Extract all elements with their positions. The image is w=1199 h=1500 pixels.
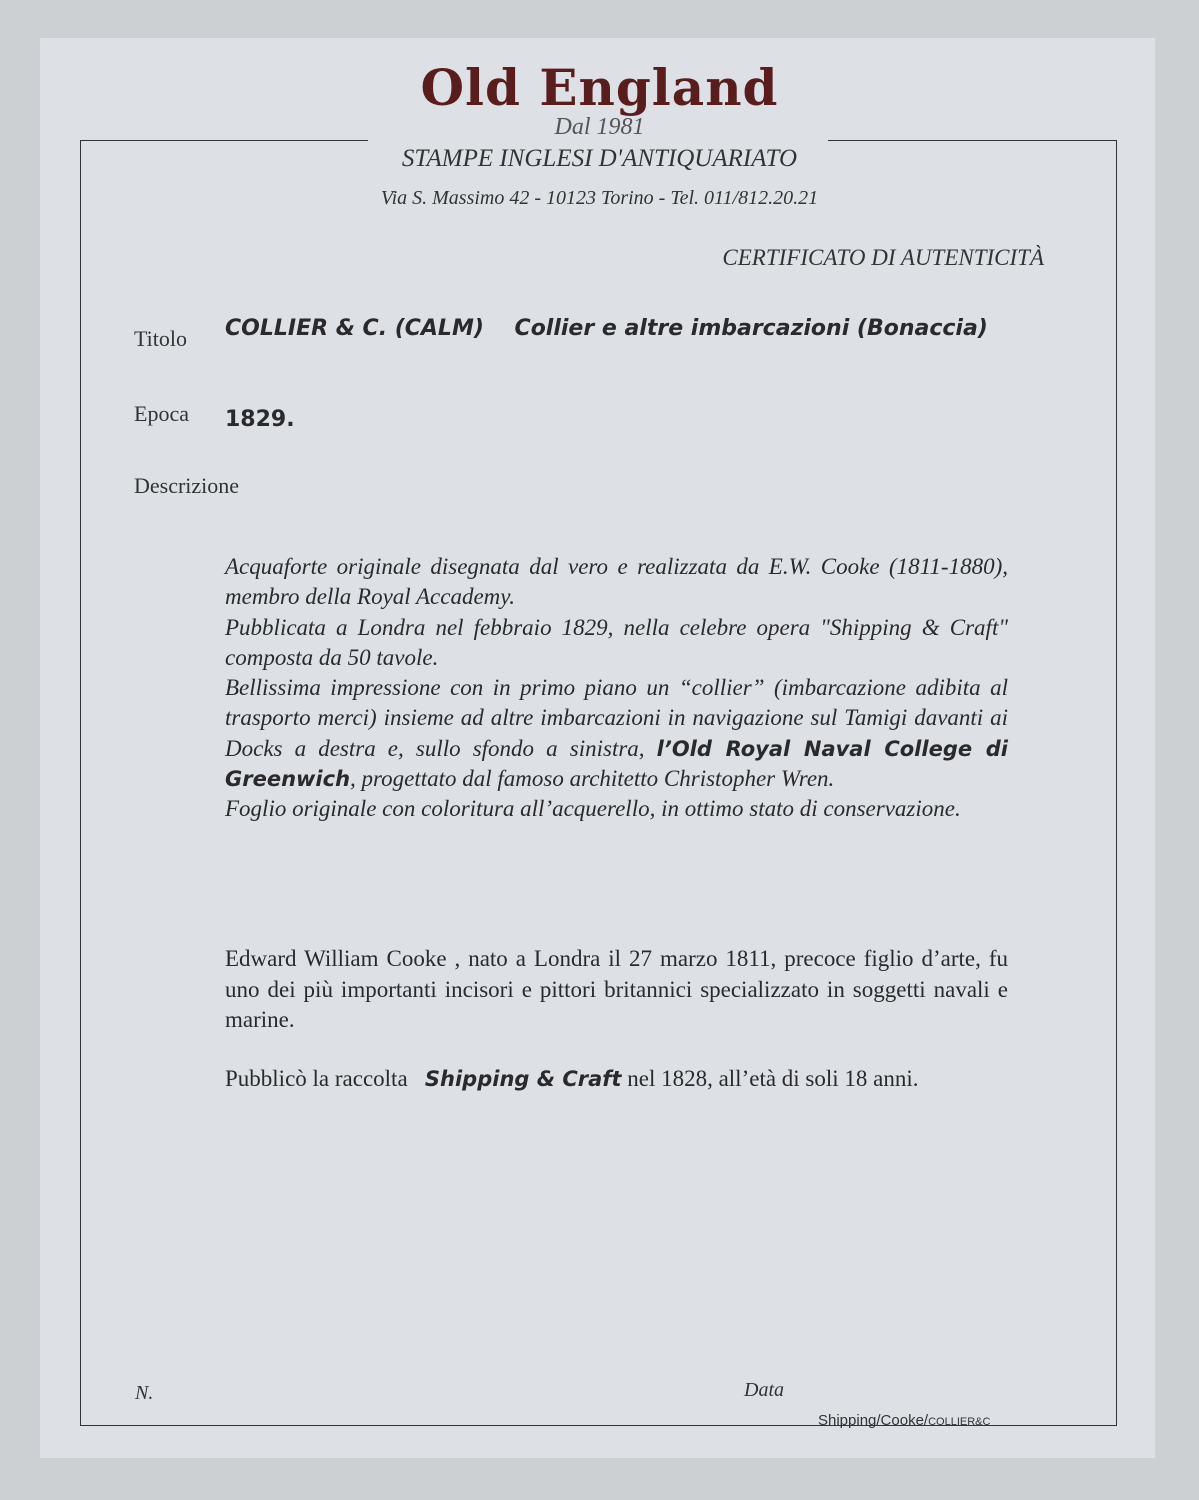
reference-code [818, 1412, 990, 1429]
bio-p2-bold: Shipping & Craft [424, 1067, 622, 1091]
epoca-value: 1829. [225, 407, 295, 432]
titolo-value [225, 313, 1008, 345]
certificate-title: CERTIFICATO DI AUTENTICITÀ [722, 245, 1044, 270]
titolo-rest: Collier e altre imbarcazioni (Bonaccia) [514, 316, 988, 341]
bio-paragraph-2 [225, 1064, 1008, 1095]
address: Via S. Massimo 42 - 10123 Torino - Tel. 011/812.20.21 [380, 187, 819, 209]
bio-p2-text: Pubblicò la raccolta [225, 1066, 408, 1091]
bio-p1: Edward William Cooke , nato a Londra il 27 marzo 1811, precoce figlio d’arte, fu uno dei più importanti incisori e pittori britannici specializzato in soggetti navali e marine. [225, 946, 1008, 1032]
description [225, 552, 1008, 825]
subtitle: STAMPE INGLESI D'ANTIQUARIATO [401, 145, 798, 172]
since-year: Dal 1981 [554, 114, 645, 140]
description-p3-text: Bellissima impressione con in primo piano un “collier” (imbarcazione adibita al trasporto merci) insieme ad altre imbarcazioni in navigazione sul Tamigi davanti ai Docks a destra e, sullo sfondo a sinistra, [225, 675, 1008, 761]
description-p4: Foglio originale con coloritura all’acquerello, in ottimo stato di conservazione. [225, 796, 961, 822]
epoca-label: Epoca [134, 401, 189, 426]
bio-paragraph-1 [225, 944, 1008, 1036]
description-p2: Pubblicata a Londra nel febbraio 1829, nella celebre opera "Shipping & Craft" composta da 50 tavole. [225, 614, 1008, 670]
descrizione-label: Descrizione [134, 473, 240, 498]
date-label: Data [744, 1379, 784, 1401]
description-p1: Acquaforte originale disegnata dal vero e realizzata da E.W. Cooke (1811-1880), membro della Royal Accademy. [225, 554, 1008, 610]
description-p3 [225, 673, 1008, 794]
titolo-bold: COLLIER & C. (CALM) [225, 316, 484, 341]
description-p3-end: , progettato dal famoso architetto Christopher Wren. [350, 766, 835, 792]
description-p3-bold: l’Old Royal Naval College di Greenwich [225, 736, 1008, 792]
reference-main: Shipping/Cooke/ [818, 1412, 929, 1429]
number-label: N. [135, 1382, 154, 1404]
logo: Old England [420, 58, 779, 117]
reference-small: COLLIER&C [928, 1416, 991, 1428]
titolo-label: Titolo [134, 326, 188, 351]
bio-p2-end: nel 1828, all’età di soli 18 anni. [627, 1066, 919, 1091]
